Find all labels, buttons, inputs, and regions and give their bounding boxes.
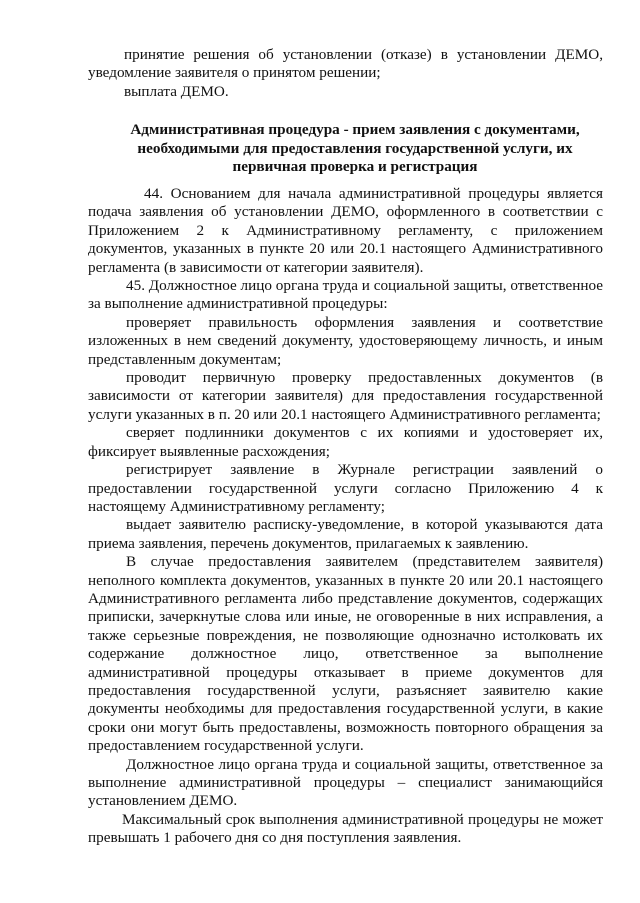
- duty-register-application: регистрирует заявление в Журнале регистрации заявлений о предоставлении государственной услуги согласно Приложению 4 к настоящему Административному регламенту;: [88, 461, 603, 515]
- paragraph-max-time: Максимальный срок выполнения административной процедуры не может превышать 1 рабочего дня со дня поступления заявления.: [88, 810, 603, 847]
- top-list: [88, 46, 603, 101]
- section-heading: Административная процедура - прием заявления с документами, необходимыми для предоставления государственной услуги, их первичная проверка и регистрация: [130, 121, 580, 176]
- list-item-payment: выплата ДЕМО.: [124, 82, 229, 100]
- paragraph-responsible-official: Должностное лицо органа труда и социальной защиты, ответственное за выполнение административной процедуры – специалист занимающийся установлением ДЕМО.: [88, 755, 603, 810]
- duty-check-application: проверяет правильность оформления заявления и соответствие изложенных в нем сведений документу, удостоверяющему личность, и иным представленным документам;: [88, 313, 603, 368]
- duty-primary-check: проводит первичную проверку предоставленных документов (в зависимости от категории заявителя) для предоставления государственной услуги указанных в п. 20 или 20.1 настоящего Административного регламента;: [88, 369, 603, 423]
- list-item-decision: принятие решения об установлении (отказе) в установлении ДЕМО, уведомление заявителя о принятом решении;: [88, 46, 603, 82]
- paragraph-refusal-case: В случае предоставления заявителем (представителем заявителя) неполного комплекта документов, указанных в пункте 20 или 20.1 настоящего Административного регламента либо представление документов, содержащих приписки, зачеркнутые слова или иные, не оговоренные в них исправления, а также серьезные повреждения, не позволяющие однозначно истолковать их содержание должностное лицо, ответственное за выполнение административной процедуры отказывает в приеме документов для предоставления государственной услуги, разъясняет заявителю какие документы необходимы для предоставления государственной услуги, в какие сроки они могут быть предоставлены, возможность повторного обращения за предоставлением государственной услуги.: [88, 553, 603, 755]
- duty-issue-receipt: выдает заявителю расписку-уведомление, в которой указываются дата приема заявления, перечень документов, прилагаемых к заявлению.: [88, 516, 603, 552]
- duty-verify-originals: сверяет подлинники документов с их копиями и удостоверяет их, фиксирует выявленные расхождения;: [88, 424, 603, 460]
- paragraph-44: 44. Основанием для начала административной процедуры является подача заявления об установлении ДЕМО, оформленного в соответствии с Приложением 2 к Административному регламенту, с приложением документов, указанных в пункте 20 или 20.1 настоящего Административного регламента (в зависимости от категории заявителя).: [88, 185, 603, 276]
- body-text: [88, 185, 603, 848]
- paragraph-45: 45. Должностное лицо органа труда и социальной защиты, ответственное за выполнение административной процедуры:: [88, 277, 603, 313]
